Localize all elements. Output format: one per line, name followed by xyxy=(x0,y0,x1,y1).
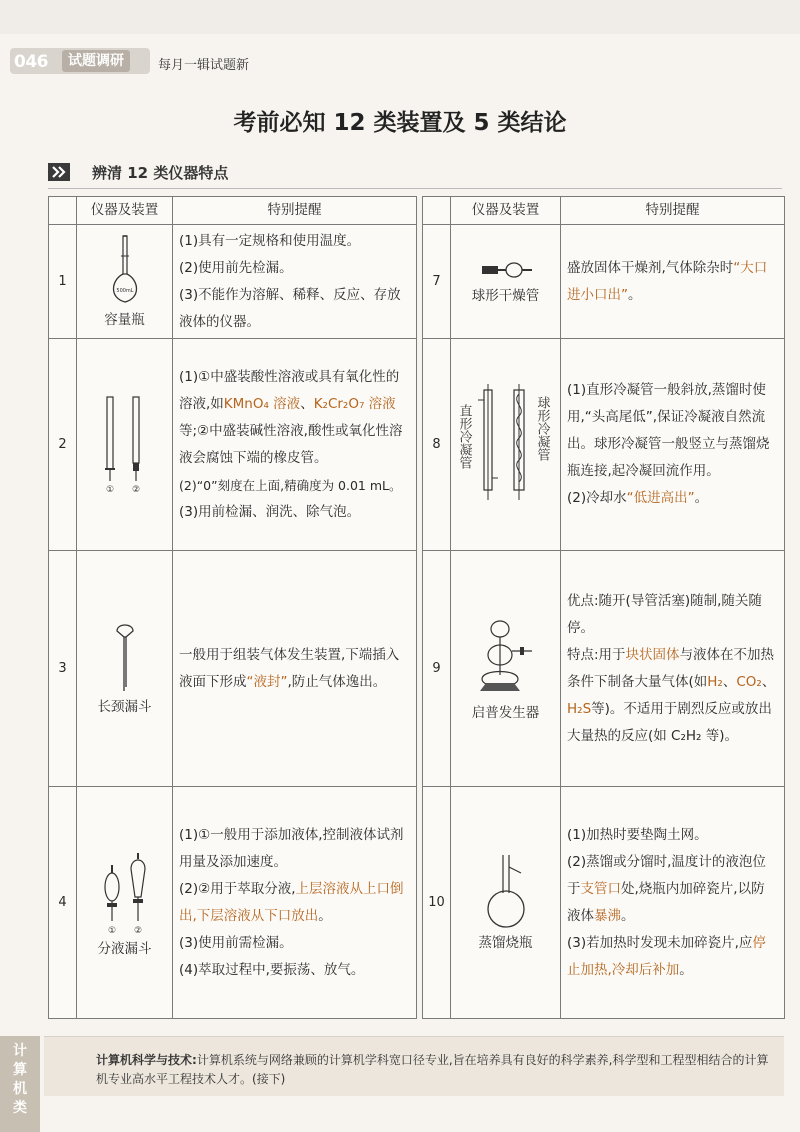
note-text: 。 xyxy=(628,286,642,303)
row-number: 1 xyxy=(49,225,77,339)
note-cell xyxy=(173,225,417,339)
note-text: 一般用于组装气体发生装置,下端插入液面下形成 xyxy=(179,646,400,690)
note-highlight: 支管口 xyxy=(580,880,621,897)
row-number: 2 xyxy=(49,339,77,551)
volumetric-flask-icon xyxy=(105,234,145,306)
footer-label: 计算机科学与技术: xyxy=(96,1053,197,1067)
table-header-row xyxy=(49,197,785,225)
apparatus-cell xyxy=(77,787,173,1019)
page-number: 046 xyxy=(14,52,48,72)
header-cell xyxy=(49,197,77,225)
note-text: 等)。不适用于剧烈反应或放出大量热的反应(如 C₂H₂ 等)。 xyxy=(567,700,772,744)
note-line xyxy=(179,876,410,930)
funnel-label: ① xyxy=(107,925,116,935)
note-highlight: 上层溶液从上口倒出,下层溶液从下口放出 xyxy=(179,880,404,924)
burette-label: ② xyxy=(131,484,140,495)
note-line xyxy=(567,930,778,984)
divider xyxy=(48,188,782,189)
apparatus-name: 长颈漏斗 xyxy=(97,698,152,715)
note-line: (4)萃取过程中,要振荡、放气。 xyxy=(179,961,365,978)
note-line xyxy=(179,364,410,472)
note-highlight: “大口进小口出” xyxy=(567,259,768,303)
row-number: 4 xyxy=(49,787,77,1019)
note-text: (2)蒸馏或分馏时,温度计的液泡位于 xyxy=(567,853,766,897)
burettes-icon xyxy=(95,395,155,495)
note-text: 特点:用于 xyxy=(567,646,626,663)
apparatus-name: 容量瓶 xyxy=(104,311,145,328)
row-number: 8 xyxy=(423,339,451,551)
note-text: 盛放固体干燥剂,气体除杂时 xyxy=(567,259,734,276)
header-cell: 仪器及装置 xyxy=(451,197,561,225)
apparatus-cell xyxy=(77,339,173,551)
note-line xyxy=(567,485,778,512)
note-cell xyxy=(173,339,417,551)
apparatus-cell xyxy=(77,225,173,339)
note-cell xyxy=(561,339,785,551)
note-line: (1)具有一定规格和使用温度。 xyxy=(179,232,361,249)
note-text: 。 xyxy=(679,961,693,978)
page-header xyxy=(0,40,800,74)
note-cell xyxy=(561,225,785,339)
series-name: 每月一辑试题新 xyxy=(158,58,250,73)
apparatus-table xyxy=(48,196,784,1019)
kipps-apparatus-icon xyxy=(466,615,546,699)
note-text: 、 xyxy=(722,673,737,690)
note-line: (1)①一般用于添加液体,控制液体试剂用量及添加速度。 xyxy=(179,826,404,870)
note-cell xyxy=(561,787,785,1019)
side-tab xyxy=(0,1036,40,1132)
note-text: (1)①中盛装酸性溶液或具有氧化性的溶液,如 xyxy=(179,368,400,412)
burette-label: ① xyxy=(105,484,114,495)
apparatus-cell xyxy=(451,551,561,787)
note-text: 。 xyxy=(318,907,332,924)
condensers-icon xyxy=(456,380,556,510)
footer-text xyxy=(96,1051,776,1089)
note-line: (2)“0”刻度在上面,精确度为 0.01 mL。 xyxy=(179,477,402,493)
long-neck-funnel-icon xyxy=(110,621,140,693)
table-row xyxy=(49,551,785,787)
note-text: 等;②中盛装碱性溶液,酸性或氧化性溶液会腐蚀下端的橡皮管。 xyxy=(179,422,403,466)
row-number: 7 xyxy=(423,225,451,339)
apparatus-cell xyxy=(451,225,561,339)
note-cell xyxy=(173,787,417,1019)
side-tab-label: 计算机类 xyxy=(13,1043,27,1116)
svg-text:500mL: 500mL xyxy=(115,287,134,294)
note-highlight: 停止加热,冷却后补加 xyxy=(567,934,766,978)
row-number: 3 xyxy=(49,551,77,787)
note-text: (3)若加热时发现未加碎瓷片,应 xyxy=(567,934,753,951)
apparatus-name: 启普发生器 xyxy=(471,704,540,721)
apparatus-name: 球形干燥管 xyxy=(471,287,540,304)
funnel-label: ② xyxy=(133,925,142,935)
header-cell: 特别提醒 xyxy=(561,197,785,225)
note-highlight: 块状固体 xyxy=(625,646,680,663)
table-row xyxy=(49,225,785,339)
note-text: 、 xyxy=(761,673,776,690)
note-line: (3)使用前需检漏。 xyxy=(179,934,293,951)
double-chevron-icon xyxy=(48,163,70,181)
note-text: 处,烧瓶内加碎瓷片,以防液体 xyxy=(567,880,765,924)
note-text: 。 xyxy=(694,490,709,506)
row-number: 9 xyxy=(423,551,451,787)
apparatus-cell xyxy=(77,551,173,787)
note-highlight: KMnO₄ 溶液 xyxy=(223,395,301,412)
condenser-label: 直形冷凝管 xyxy=(456,403,471,469)
footer-body: 计算机系统与网络兼顾的计算机学科宽口径专业,旨在培养具有良好的科学素养,科学型和工程型相结合的计算机专业高水平工程技术人才。(接下) xyxy=(96,1053,769,1086)
note-text: (2)②用于萃取分液, xyxy=(179,880,296,897)
note-text: ,防止气体逸出。 xyxy=(287,673,387,690)
distillation-flask-icon xyxy=(481,853,531,929)
footer-box xyxy=(44,1036,784,1096)
sub-heading-text: 辨清 12 类仪器特点 xyxy=(92,164,229,182)
note-highlight: K₂Cr₂O₇ 溶液 xyxy=(313,395,396,412)
note-highlight: “液封” xyxy=(246,673,288,690)
note-line: (2)使用前先检漏。 xyxy=(179,259,293,276)
note-line xyxy=(567,849,778,930)
note-line: (3)不能作为溶解、稀释、反应、存放液体的仪器。 xyxy=(179,286,401,330)
note-line xyxy=(567,642,778,750)
note-line: (1)直形冷凝管一般斜放,蒸馏时使用,“头高尾低”,保证冷凝液自然流出。球形冷凝管一般竖立与蒸馏烧瓶连接,起冷凝回流作用。 xyxy=(567,382,770,479)
note-highlight: H₂ xyxy=(707,673,723,690)
note-line: (3)用前检漏、润洗、除气泡。 xyxy=(179,503,361,520)
note-cell xyxy=(173,551,417,787)
separatory-funnels-icon xyxy=(95,847,155,935)
note-highlight: 暴沸 xyxy=(594,907,621,924)
header-cell: 特别提醒 xyxy=(173,197,417,225)
note-highlight: H₂S xyxy=(567,700,592,717)
apparatus-cell xyxy=(451,787,561,1019)
header-cell: 仪器及装置 xyxy=(77,197,173,225)
section-tag: 试题调研 xyxy=(62,50,130,72)
apparatus-name: 蒸馏烧瓶 xyxy=(478,934,533,951)
note-line: (1)加热时要垫陶土网。 xyxy=(567,826,708,843)
condenser-label: 球形冷凝管 xyxy=(534,395,549,461)
apparatus-cell xyxy=(451,339,561,551)
apparatus-name: 分液漏斗 xyxy=(97,940,152,957)
note-cell xyxy=(561,551,785,787)
drying-tube-icon xyxy=(476,258,536,282)
note-text: 与液体在不加热条件下制备大量气体(如 xyxy=(567,646,775,690)
table-row xyxy=(49,787,785,1019)
note-highlight: CO₂ xyxy=(736,673,762,690)
top-band xyxy=(0,0,800,34)
header-cell xyxy=(423,197,451,225)
row-number: 10 xyxy=(423,787,451,1019)
page-title: 考前必知 12 类装置及 5 类结论 xyxy=(233,110,567,136)
note-text: 。 xyxy=(621,907,635,924)
note-line: 优点:随开(导管活塞)随制,随关随停。 xyxy=(567,592,762,636)
note-highlight: “低进高出” xyxy=(626,490,695,506)
note-text: (2)冷却水 xyxy=(567,490,627,506)
note-text: 、 xyxy=(300,395,314,412)
table-row xyxy=(49,339,785,551)
